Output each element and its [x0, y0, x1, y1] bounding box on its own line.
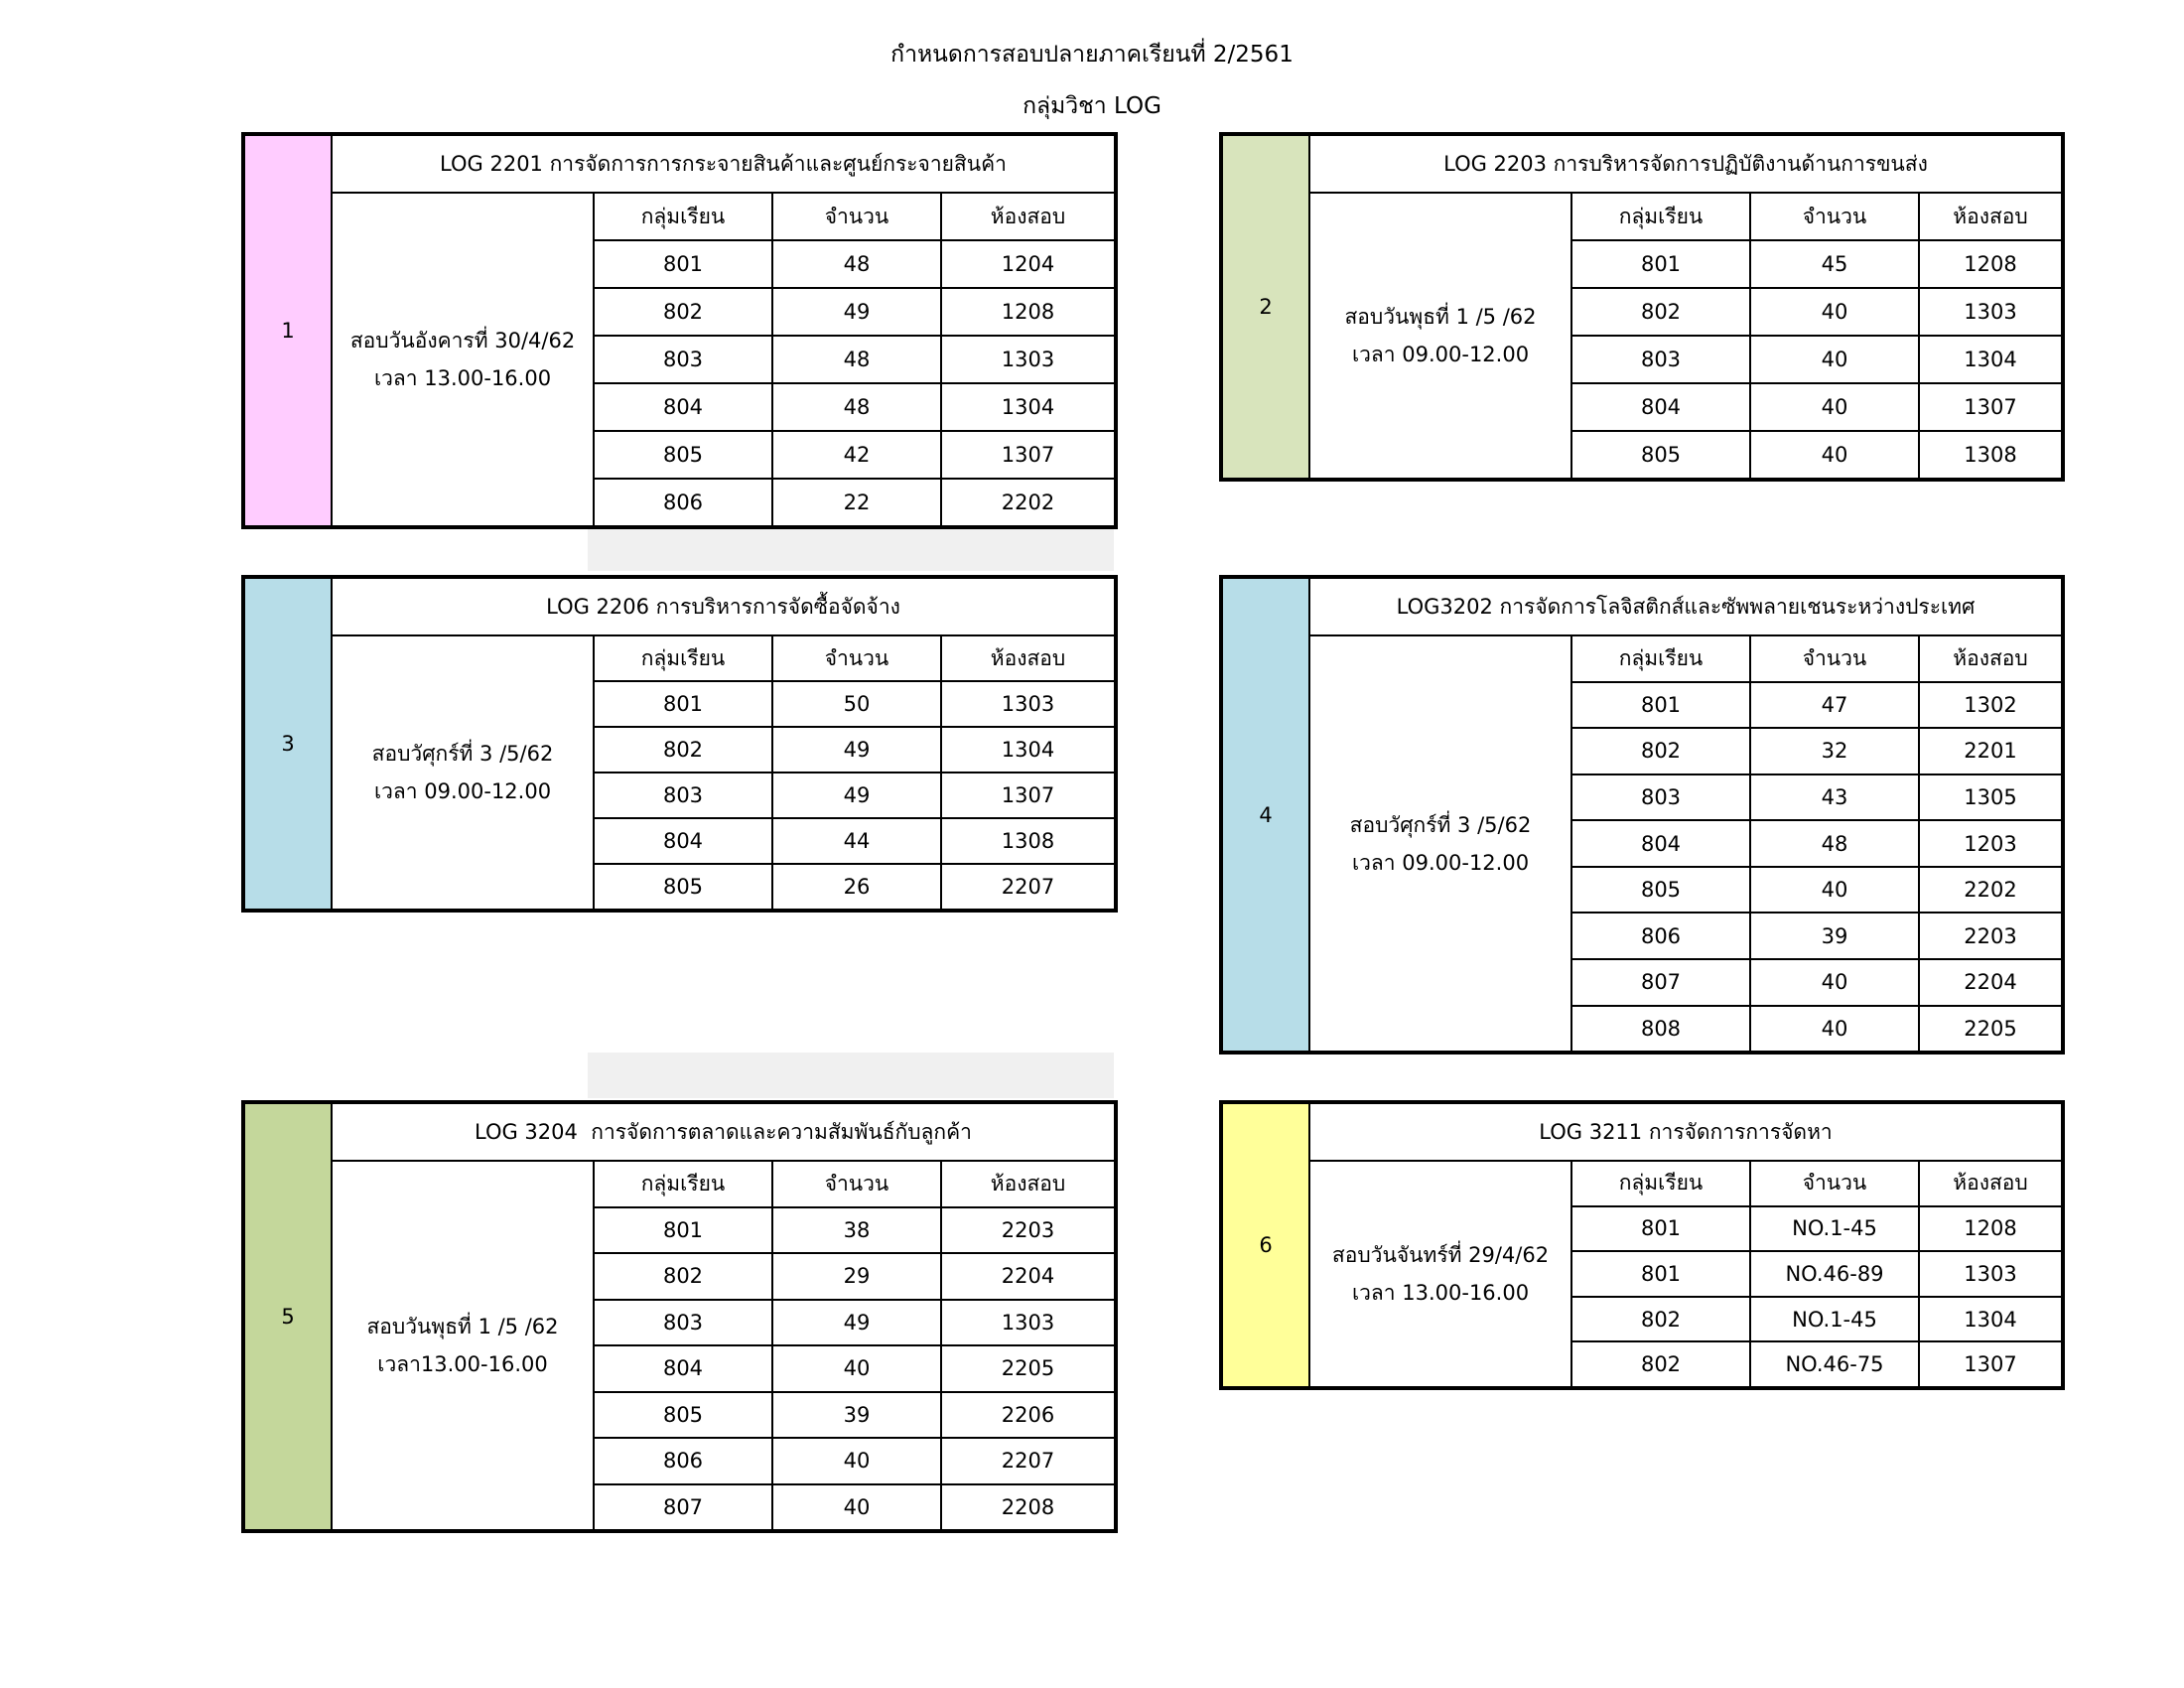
cell-count: 32 [1751, 729, 1920, 774]
table-row [595, 384, 1114, 432]
cell-count: 40 [773, 1346, 942, 1391]
header-count: จำนวน [1751, 194, 1920, 239]
exam-time: เวลา13.00-16.00 [377, 1352, 548, 1376]
exam-table [1572, 194, 2061, 478]
cell-count: 40 [1751, 289, 1920, 335]
exam-table [595, 636, 1114, 909]
exam-schedule [1310, 1162, 1572, 1386]
header-group: กลุ่มเรียน [1572, 636, 1751, 681]
cell-room: 2205 [1001, 1356, 1055, 1381]
cell-group: 804 [1572, 821, 1751, 866]
course-title: LOG 3204 การจัดการตลาดและความสัมพันธ์กับลูกค้า [333, 1104, 1114, 1162]
cell-count: 39 [773, 1393, 942, 1438]
cell-count: 40 [1751, 337, 1920, 382]
cell-room: 1208 [1001, 300, 1055, 324]
cell-room: 1203 [1964, 831, 2017, 856]
cell-group: 802 [1572, 1298, 1751, 1341]
header-count: จำนวน [1751, 636, 1920, 681]
cell-group: 802 [595, 1254, 773, 1299]
cell-room: 1303 [1964, 1261, 2017, 1286]
table-row [1572, 775, 2061, 822]
cell-group: 807 [595, 1485, 773, 1530]
exam-schedule [333, 636, 595, 909]
cell-count: 48 [1751, 821, 1920, 866]
cell-group: 804 [595, 384, 773, 430]
table-row [595, 337, 1114, 384]
cell-room: 1307 [1964, 1352, 2017, 1377]
table-row [595, 1485, 1114, 1530]
cell-count: 40 [773, 1485, 942, 1530]
table-header-row [1572, 636, 2061, 683]
cell-room: 2207 [1001, 875, 1055, 899]
cell-group: 805 [1572, 432, 1751, 478]
cell-room: 2204 [1964, 970, 2017, 995]
cell-count: 40 [1751, 1007, 1920, 1052]
exam-block-2 [1219, 132, 2065, 482]
exam-date: สอบวันพุธที่ 1 /5 /62 [366, 1315, 559, 1338]
cell-room: 1302 [1964, 692, 2017, 717]
header-count: จำนวน [773, 194, 942, 239]
cell-group: 802 [1572, 289, 1751, 335]
cell-group: 801 [1572, 1252, 1751, 1296]
cell-group: 801 [595, 682, 773, 726]
cell-room: 1307 [1001, 443, 1055, 467]
cell-count: 50 [773, 682, 942, 726]
table-row [595, 1208, 1114, 1255]
course-title: LOG 2203 การบริหารจัดการปฏิบัติงานด้านการขนส่ง [1310, 136, 2061, 194]
table-header-row [1572, 194, 2061, 241]
table-row [1572, 914, 2061, 960]
table-row [595, 289, 1114, 337]
table-row [595, 1439, 1114, 1485]
cell-group: 806 [595, 480, 773, 525]
cell-group: 803 [1572, 775, 1751, 820]
shaded-area [588, 1053, 1114, 1098]
cell-group: 806 [595, 1439, 773, 1483]
cell-count: NO.1-45 [1751, 1207, 1920, 1251]
cell-room: 1204 [1001, 252, 1055, 276]
header-count: จำนวน [773, 1162, 942, 1206]
exam-table [595, 194, 1114, 525]
document-subtitle: กลุ่มวิชา LOG [1023, 93, 1161, 119]
table-row [595, 480, 1114, 525]
table-row [1572, 1342, 2061, 1386]
table-row [1572, 241, 2061, 289]
cell-count: 40 [773, 1439, 942, 1483]
cell-count: 49 [773, 289, 942, 335]
table-row [1572, 1207, 2061, 1253]
table-row [595, 728, 1114, 774]
table-row [595, 432, 1114, 480]
exam-block-4 [1219, 575, 2065, 1055]
table-row [595, 1301, 1114, 1347]
cell-group: 801 [1572, 241, 1751, 287]
cell-group: 801 [1572, 1207, 1751, 1251]
cell-room: 1308 [1964, 443, 2017, 467]
table-row [1572, 1298, 2061, 1343]
block-number: 2 [1223, 136, 1310, 478]
table-row [1572, 821, 2061, 868]
header-room: ห้องสอบ [1953, 204, 2028, 228]
cell-group: 805 [1572, 868, 1751, 913]
cell-group: 803 [595, 337, 773, 382]
exam-schedule [333, 194, 595, 525]
header-group: กลุ่มเรียน [1572, 1162, 1751, 1205]
cell-group: 803 [595, 1301, 773, 1345]
exam-time: เวลา 09.00-12.00 [373, 779, 552, 803]
exam-date: สอบวันพุธที่ 1 /5 /62 [1344, 305, 1537, 329]
cell-group: 802 [595, 728, 773, 772]
table-row [595, 865, 1114, 909]
cell-room: 1304 [1001, 395, 1055, 419]
header-count: จำนวน [1751, 1162, 1920, 1205]
cell-count: 45 [1751, 241, 1920, 287]
cell-room: 1304 [1964, 1307, 2017, 1332]
table-row [595, 241, 1114, 289]
table-header-row [595, 1162, 1114, 1208]
exam-time: เวลา 13.00-16.00 [1351, 1281, 1530, 1305]
cell-count: 26 [773, 865, 942, 909]
exam-table [1572, 1162, 2061, 1386]
cell-room: 1303 [1001, 348, 1055, 371]
cell-room: 1304 [1001, 738, 1055, 762]
cell-count: 38 [773, 1208, 942, 1253]
exam-table [1572, 636, 2061, 1051]
table-row [1572, 868, 2061, 914]
cell-group: 804 [1572, 384, 1751, 430]
cell-count: 42 [773, 432, 942, 478]
block-number: 5 [245, 1104, 333, 1529]
document-title: กำหนดการสอบปลายภาคเรียนที่ 2/2561 [890, 42, 1294, 68]
course-title: LOG 3211 การจัดการการจัดหา [1310, 1104, 2061, 1162]
table-header-row [1572, 1162, 2061, 1207]
exam-block-1 [241, 132, 1118, 529]
table-row [1572, 1252, 2061, 1298]
table-row [1572, 337, 2061, 384]
block-number: 1 [245, 136, 333, 525]
cell-group: 804 [595, 819, 773, 863]
table-row [595, 1254, 1114, 1301]
table-row [1572, 1007, 2061, 1052]
header-room: ห้องสอบ [990, 645, 1066, 670]
cell-room: 1303 [1964, 300, 2017, 324]
exam-block-6 [1219, 1100, 2065, 1390]
cell-count: 48 [773, 384, 942, 430]
table-row [595, 682, 1114, 728]
cell-room: 1304 [1964, 348, 2017, 371]
cell-room: 1303 [1001, 1310, 1055, 1335]
cell-room: 1307 [1001, 783, 1055, 807]
header-group: กลุ่มเรียน [595, 194, 773, 239]
block-number: 3 [245, 579, 333, 909]
cell-group: 806 [1572, 914, 1751, 958]
cell-room: 2206 [1001, 1402, 1055, 1427]
header-group: กลุ่มเรียน [595, 1162, 773, 1206]
cell-group: 801 [595, 241, 773, 287]
table-row [595, 774, 1114, 819]
table-row [1572, 683, 2061, 730]
cell-group: 801 [595, 1208, 773, 1253]
cell-room: 2204 [1001, 1264, 1055, 1289]
cell-group: 803 [595, 774, 773, 817]
cell-count: 40 [1751, 384, 1920, 430]
cell-count: NO.46-89 [1751, 1252, 1920, 1296]
cell-count: 39 [1751, 914, 1920, 958]
cell-room: 2202 [1001, 491, 1055, 514]
cell-room: 2201 [1964, 739, 2017, 764]
header-room: ห้องสอบ [990, 204, 1066, 228]
exam-time: เวลา 09.00-12.00 [1351, 343, 1530, 366]
cell-group: 801 [1572, 683, 1751, 728]
cell-group: 803 [1572, 337, 1751, 382]
header-group: กลุ่มเรียน [595, 636, 773, 680]
cell-room: 2203 [1001, 1217, 1055, 1242]
cell-group: 804 [595, 1346, 773, 1391]
cell-count: 49 [773, 1301, 942, 1345]
cell-count: 40 [1751, 960, 1920, 1005]
header-room: ห้องสอบ [990, 1171, 1066, 1196]
cell-room: 2207 [1001, 1449, 1055, 1474]
cell-room: 1305 [1964, 784, 2017, 809]
cell-count: 40 [1751, 432, 1920, 478]
table-row [1572, 960, 2061, 1007]
cell-room: 1307 [1964, 395, 2017, 419]
header-group: กลุ่มเรียน [1572, 194, 1751, 239]
table-row [1572, 384, 2061, 432]
cell-group: 802 [1572, 1342, 1751, 1386]
header-room: ห้องสอบ [1953, 645, 2028, 670]
course-title: LOG 2206 การบริหารการจัดซื้อจัดจ้าง [333, 579, 1114, 636]
cell-count: 43 [1751, 775, 1920, 820]
course-title: LOG 2201 การจัดการการกระจายสินค้าและศูนย์กระจายสินค้า [333, 136, 1114, 194]
exam-table [595, 1162, 1114, 1529]
cell-count: 40 [1751, 868, 1920, 913]
cell-room: 2202 [1964, 878, 2017, 903]
cell-count: 49 [773, 774, 942, 817]
exam-block-5 [241, 1100, 1118, 1533]
cell-room: 1208 [1964, 1216, 2017, 1241]
cell-room: 2205 [1964, 1016, 2017, 1041]
cell-group: 805 [595, 1393, 773, 1438]
table-row [1572, 729, 2061, 775]
table-header-row [595, 636, 1114, 682]
exam-date: สอบวัศุกร์ที่ 3 /5/62 [1349, 812, 1532, 837]
cell-room: 1303 [1001, 692, 1055, 716]
cell-group: 802 [595, 289, 773, 335]
table-header-row [595, 194, 1114, 241]
cell-group: 805 [595, 865, 773, 909]
cell-count: 29 [773, 1254, 942, 1299]
table-row [595, 1346, 1114, 1393]
block-number: 4 [1223, 579, 1310, 1051]
header-room: ห้องสอบ [1953, 1171, 2028, 1196]
exam-date: สอบวันจันทร์ที่ 29/4/62 [1331, 1243, 1550, 1267]
cell-group: 805 [595, 432, 773, 478]
exam-time: เวลา 13.00-16.00 [373, 366, 552, 390]
block-number: 6 [1223, 1104, 1310, 1386]
cell-count: NO.46-75 [1751, 1342, 1920, 1386]
cell-room: 2208 [1001, 1494, 1055, 1519]
cell-count: 47 [1751, 683, 1920, 728]
header-count: จำนวน [773, 636, 942, 680]
exam-time: เวลา 09.00-12.00 [1351, 850, 1530, 875]
cell-count: NO.1-45 [1751, 1298, 1920, 1341]
exam-schedule [333, 1162, 595, 1529]
cell-count: 22 [773, 480, 942, 525]
exam-schedule [1310, 636, 1572, 1051]
table-row [1572, 432, 2061, 478]
exam-block-3 [241, 575, 1118, 913]
cell-room: 1208 [1964, 252, 2017, 276]
cell-count: 49 [773, 728, 942, 772]
cell-count: 48 [773, 337, 942, 382]
cell-room: 2203 [1964, 923, 2017, 948]
cell-room: 1308 [1001, 829, 1055, 853]
cell-count: 44 [773, 819, 942, 863]
cell-group: 802 [1572, 729, 1751, 774]
exam-date: สอบวัศุกร์ที่ 3 /5/62 [371, 742, 554, 766]
table-row [595, 1393, 1114, 1440]
cell-count: 48 [773, 241, 942, 287]
table-row [595, 819, 1114, 865]
exam-date: สอบวันอังคารที่ 30/4/62 [349, 329, 576, 352]
table-row [1572, 289, 2061, 337]
shaded-area [588, 529, 1114, 571]
cell-group: 808 [1572, 1007, 1751, 1052]
exam-schedule [1310, 194, 1572, 478]
course-title: LOG3202 การจัดการโลจิสติกส์และซัพพลายเชนระหว่างประเทศ [1310, 579, 2061, 636]
cell-group: 807 [1572, 960, 1751, 1005]
